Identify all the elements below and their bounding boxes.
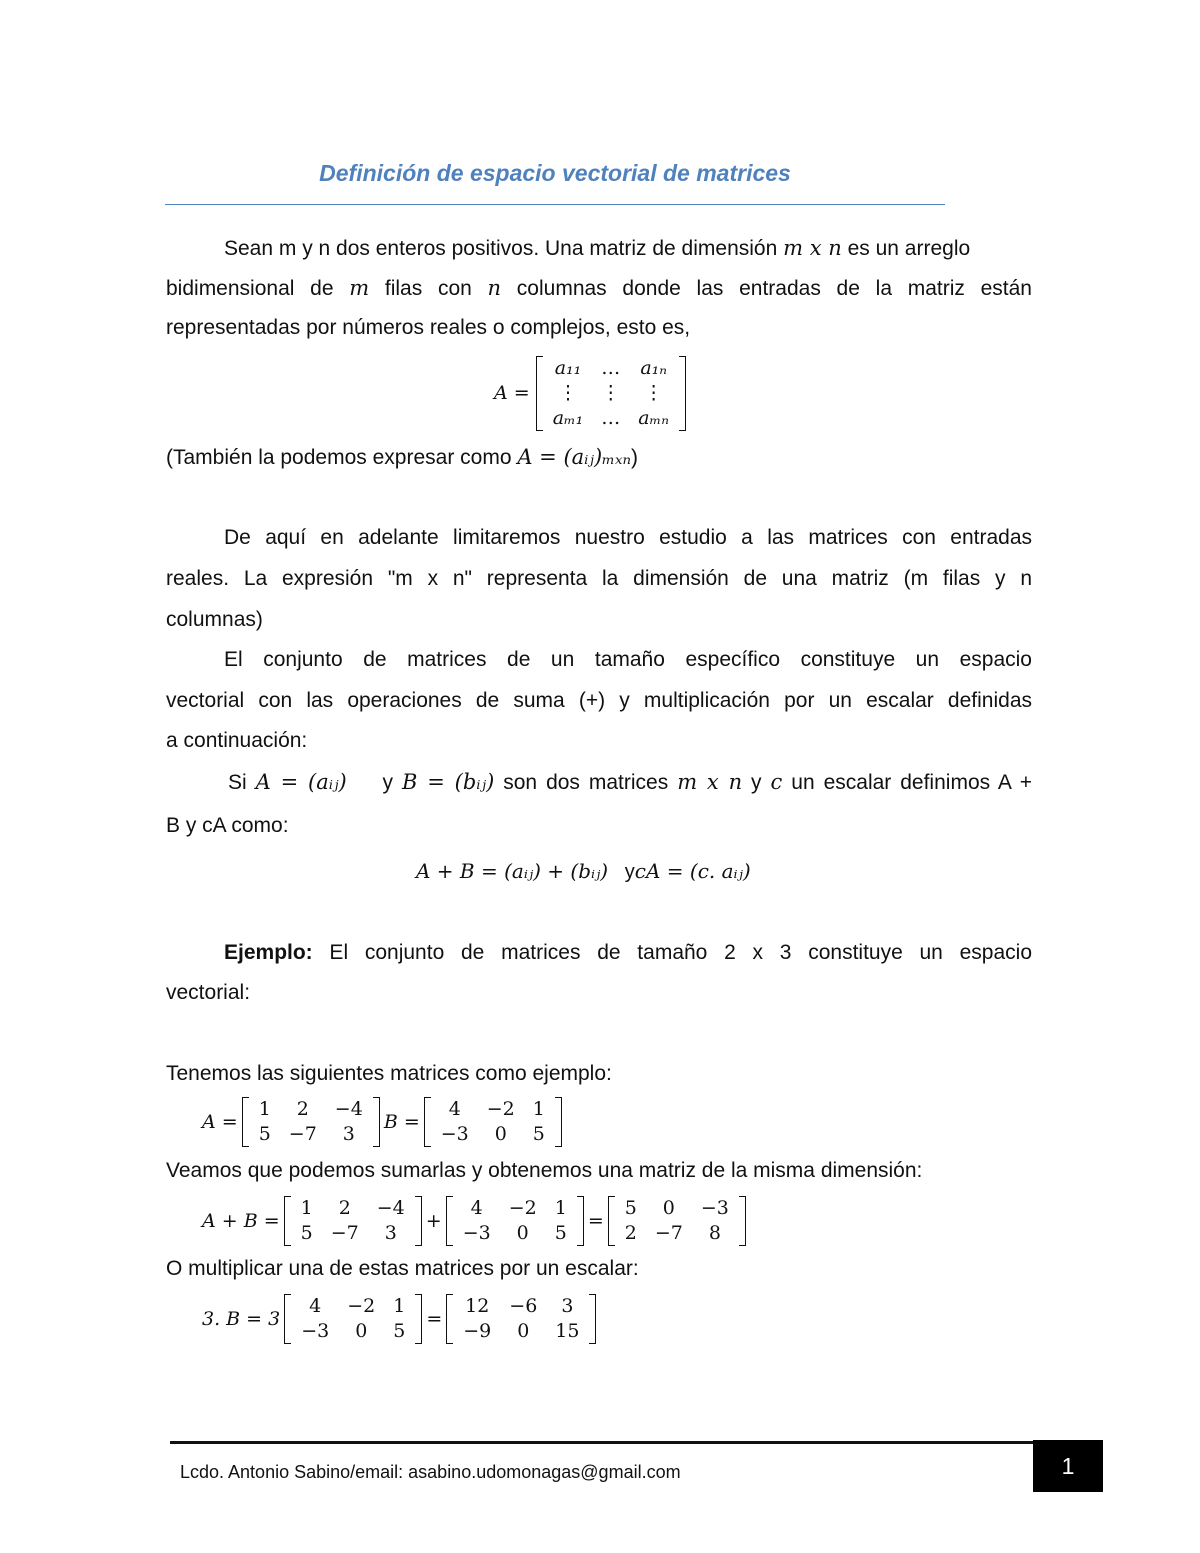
paragraph-4-line-2: vectorial con las operaciones de suma (+) y multiplicación por un escalar definidas <box>166 689 1032 712</box>
matrix-cell: aₘ₁ <box>552 406 584 429</box>
paragraph-3-line-1: De aquí en adelante limitaremos nuestro estudio a las matrices con entradas <box>224 526 1032 549</box>
title-underline <box>165 204 945 205</box>
matrix-cell: 5 <box>300 1222 313 1244</box>
left-bracket <box>446 1294 453 1344</box>
paragraph-1-line-3: representadas por números reales o complejos, esto es, <box>166 316 691 339</box>
example-label: Ejemplo: <box>224 941 313 964</box>
matrix-cell: 1 <box>300 1197 313 1219</box>
matrix-cell: 1 <box>554 1197 567 1219</box>
matrix-cell: 12 <box>465 1295 490 1317</box>
math-inline: A = (aᵢⱼ) <box>255 770 347 794</box>
matrix-cell: −7 <box>654 1222 683 1244</box>
omult-text: O multiplicar una de estas matrices por un escalar: <box>166 1257 639 1280</box>
matrix-table <box>292 1294 414 1344</box>
sum-label: A + B = <box>202 1210 280 1232</box>
paragraph-5-line-2: B y cA como: <box>166 814 289 837</box>
math-inline: n <box>487 276 502 300</box>
matrix-cell: 3 <box>384 1222 397 1244</box>
matrix-cell: 4 <box>470 1197 483 1219</box>
matrix-cell: 5 <box>532 1123 545 1145</box>
scalar-label: 3. B = 3 <box>202 1308 281 1330</box>
matrix-cell: −3 <box>440 1123 469 1145</box>
matrix-cell: −2 <box>486 1098 515 1120</box>
matrix-cell: 1 <box>393 1295 406 1317</box>
matrix-cell: ⋮ <box>558 381 578 404</box>
matrix-cell: 0 <box>355 1320 368 1342</box>
matrix-cell: 4 <box>448 1098 461 1120</box>
matrix-cell: aₘₙ <box>638 406 669 429</box>
matrix-cell: 2 <box>338 1197 351 1219</box>
example-matrices-row <box>202 1097 562 1147</box>
matrix-cell: 5 <box>554 1222 567 1244</box>
matrix-cell: ⋮ <box>644 381 664 404</box>
matrix-cell: 4 <box>309 1295 322 1317</box>
text: es un arreglo <box>841 237 971 260</box>
text: filas con <box>369 277 488 300</box>
right-bracket <box>577 1196 584 1246</box>
operations-formula <box>416 856 751 887</box>
matrix-cell: −3 <box>700 1197 729 1219</box>
matrix-cell: 3 <box>342 1123 355 1145</box>
matrix-A-label: A = <box>202 1111 238 1133</box>
matrix-cell: 5 <box>393 1320 406 1342</box>
matrix-cell: ⋮ <box>601 381 621 404</box>
scalar-example-row <box>202 1294 596 1344</box>
general-matrix <box>494 354 686 432</box>
matrix-cell: −2 <box>347 1295 376 1317</box>
paragraph-5-line-1 <box>228 762 1032 803</box>
matrix-cell: 5 <box>258 1123 271 1145</box>
text: bidimensional de <box>166 277 350 300</box>
right-bracket <box>739 1196 746 1246</box>
sum-example-row <box>202 1196 746 1246</box>
matrix-cell: −9 <box>463 1320 492 1342</box>
footer-author: Lcdo. Antonio Sabino/email: asabino.udomonagas@gmail.com <box>180 1462 681 1482</box>
matrix-sum-result <box>608 1196 746 1246</box>
matrix-cell: −4 <box>376 1197 405 1219</box>
matrix-table <box>250 1097 372 1147</box>
equals-sign: = <box>426 1308 443 1330</box>
right-bracket <box>415 1196 422 1246</box>
matrix-cell: 1 <box>258 1098 271 1120</box>
text: un escalar definimos A + <box>782 771 1032 794</box>
right-bracket <box>555 1097 562 1147</box>
text: columnas donde las entradas de la matriz están <box>501 277 1032 300</box>
math-inline: m x n <box>677 770 743 794</box>
left-bracket <box>608 1196 615 1246</box>
paragraph-1-line-1 <box>224 228 970 269</box>
left-bracket <box>284 1294 291 1344</box>
matrix-cell: 3 <box>561 1295 574 1317</box>
right-bracket <box>373 1097 380 1147</box>
matrix-cell: … <box>601 356 621 379</box>
paragraph-4-line-1: El conjunto de matrices de un tamaño específico constituye un espacio <box>224 648 1032 671</box>
left-bracket <box>536 356 543 431</box>
matrix-B <box>284 1294 422 1344</box>
math-inline: c <box>770 770 783 794</box>
right-bracket <box>589 1294 596 1344</box>
example-line-2: vectorial: <box>166 981 251 1004</box>
matrix-cell: … <box>601 406 621 429</box>
tenemos-text: Tenemos las siguientes matrices como ejemplo: <box>166 1062 612 1085</box>
matrix-B-label: B = <box>383 1111 420 1133</box>
paragraph-4-line-3: a continuación: <box>166 729 308 752</box>
matrix-cell: a₁₁ <box>554 356 582 379</box>
right-bracket <box>415 1294 422 1344</box>
matrix-table <box>432 1097 554 1147</box>
matrix-cell: a₁ₙ <box>640 356 667 379</box>
matrix-cell: −6 <box>509 1295 538 1317</box>
matrix-B <box>424 1097 562 1147</box>
text: Si <box>228 771 256 794</box>
matrix-bracket <box>536 356 686 431</box>
right-bracket <box>679 356 686 431</box>
text: son dos matrices <box>494 771 678 794</box>
footer-rule <box>170 1441 1035 1444</box>
matrix-cell: −2 <box>508 1197 537 1219</box>
paragraph-1-line-2 <box>166 268 1032 309</box>
text: y <box>346 771 403 794</box>
matrix-A <box>284 1196 422 1246</box>
paragraph-3-line-2: reales. La expresión "m x n" representa la dimensión de una matriz (m filas y n <box>166 567 1032 590</box>
matrix-cell: −3 <box>462 1222 491 1244</box>
left-bracket <box>242 1097 249 1147</box>
matrix-table <box>454 1294 588 1344</box>
text: Sean m y n dos enteros positivos. Una matriz de dimensión <box>224 237 784 260</box>
example-line-1 <box>224 933 1032 973</box>
left-bracket <box>424 1097 431 1147</box>
page-number: 1 <box>1033 1440 1103 1492</box>
left-bracket <box>446 1196 453 1246</box>
left-bracket <box>284 1196 291 1246</box>
paragraph-3-line-3: columnas) <box>166 608 263 631</box>
matrix-cell: −3 <box>301 1320 330 1342</box>
plus-sign: + <box>425 1210 442 1232</box>
paragraph-2 <box>166 437 638 478</box>
matrix-scalar-result <box>446 1294 596 1344</box>
matrix-cell: 2 <box>296 1098 309 1120</box>
veamos-text: Veamos que podemos sumarlas y obtenemos una matriz de la misma dimensión: <box>166 1159 923 1182</box>
matrix-B <box>446 1196 584 1246</box>
matrix-table <box>616 1196 738 1246</box>
matrix-cell: −4 <box>334 1098 363 1120</box>
matrix-A <box>242 1097 380 1147</box>
text: (También la podemos expresar como <box>166 446 518 469</box>
text: y <box>742 771 771 794</box>
matrix-lhs: A = <box>494 382 530 404</box>
matrix-table <box>292 1196 414 1246</box>
text: El conjunto de matrices de tamaño 2 x 3 constituye un espacio <box>312 941 1032 964</box>
matrix-cell: 5 <box>624 1197 637 1219</box>
math-inline: B = (bᵢⱼ) <box>402 770 495 794</box>
sum-definition: A + B = (aᵢⱼ) + (bᵢⱼ) <box>416 859 609 883</box>
text: ) <box>630 446 638 469</box>
matrix-cell: 0 <box>494 1123 507 1145</box>
matrix-cell: 0 <box>517 1320 530 1342</box>
matrix-cell: 8 <box>708 1222 721 1244</box>
math-inline: m x n <box>783 236 842 260</box>
matrix-table <box>544 356 678 431</box>
equals-sign: = <box>587 1210 604 1232</box>
math-inline: A = (aᵢⱼ)ₘₓₙ <box>517 445 631 469</box>
matrix-cell: −7 <box>288 1123 317 1145</box>
matrix-table <box>454 1196 576 1246</box>
matrix-cell: 0 <box>516 1222 529 1244</box>
page-title: Definición de espacio vectorial de matrices <box>319 160 791 186</box>
matrix-cell: 2 <box>624 1222 637 1244</box>
matrix-cell: 15 <box>555 1320 580 1342</box>
scalar-definition: cA = (c. aᵢⱼ) <box>634 859 751 883</box>
matrix-cell: 0 <box>662 1197 675 1219</box>
matrix-cell: 1 <box>532 1098 545 1120</box>
conjunction: y <box>624 861 635 883</box>
matrix-cell: −7 <box>330 1222 359 1244</box>
math-inline: m <box>349 276 370 300</box>
